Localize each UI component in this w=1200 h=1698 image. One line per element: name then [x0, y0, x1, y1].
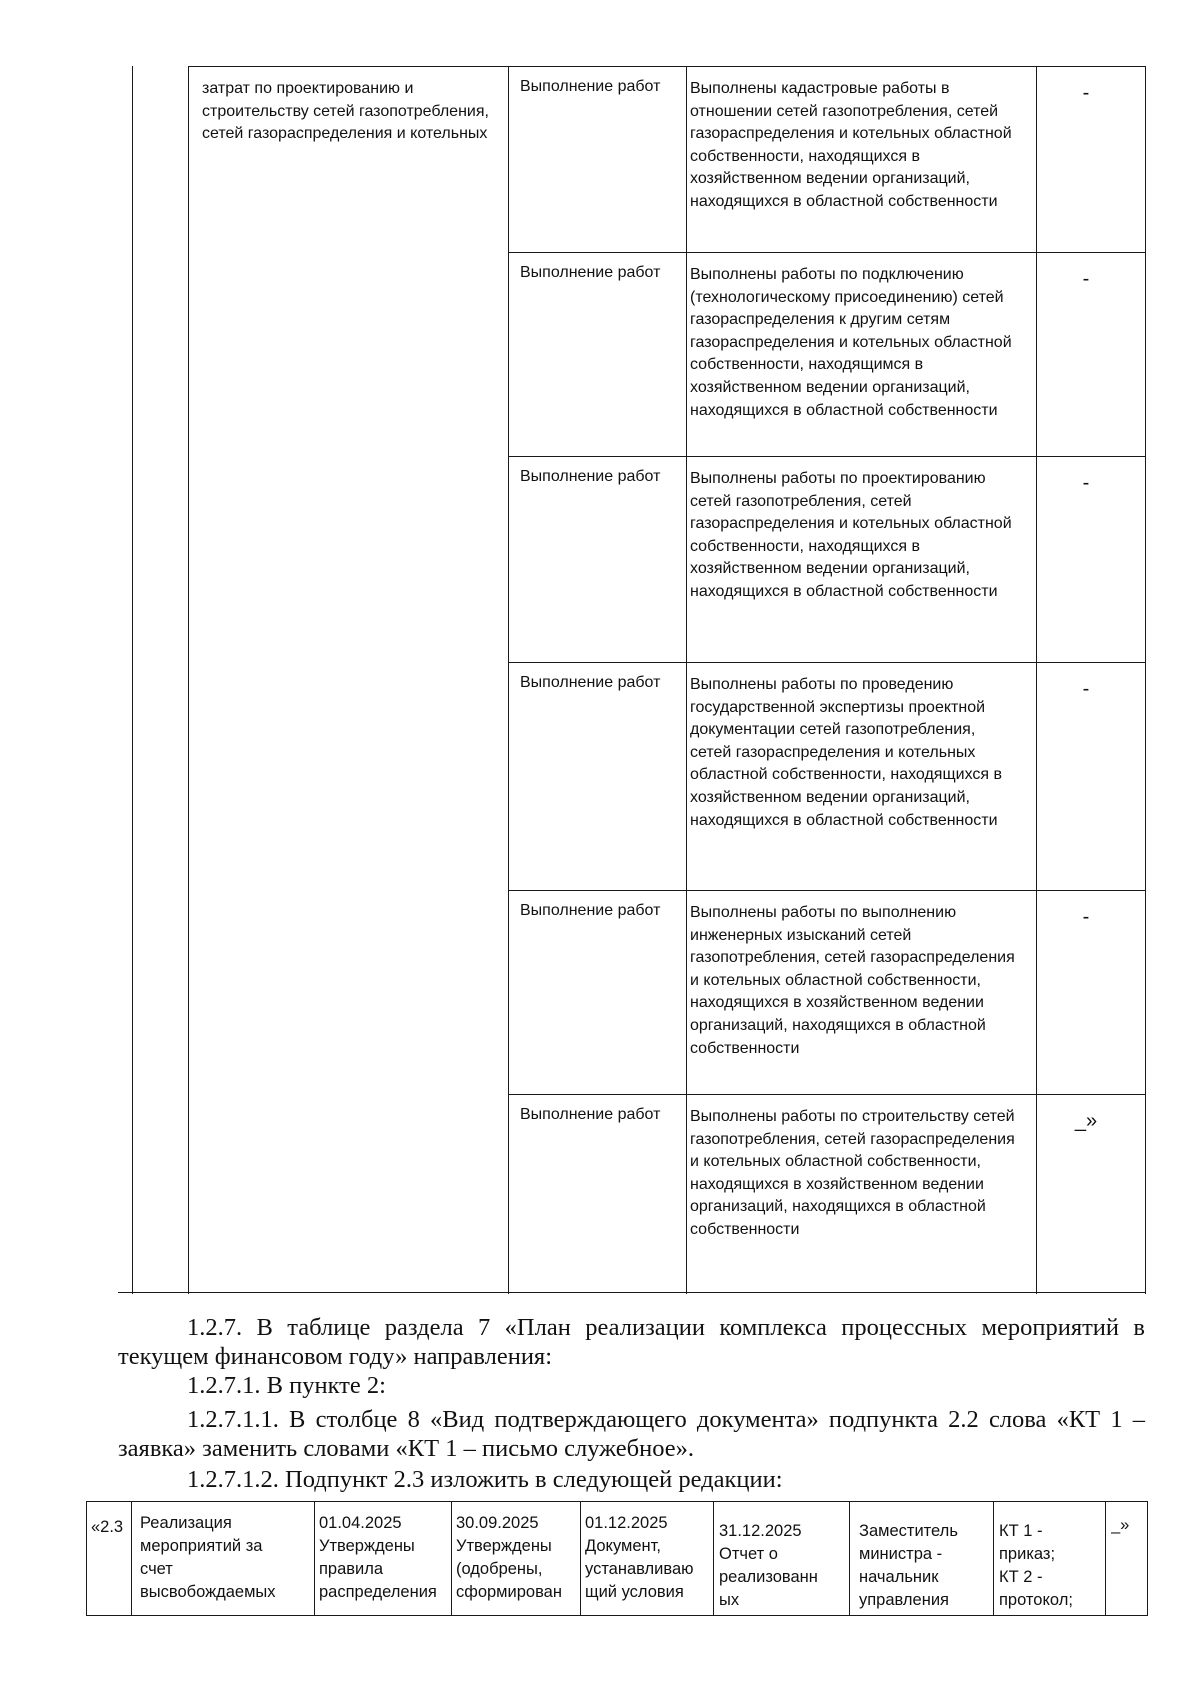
- column-divider: [131, 1502, 132, 1615]
- table-row: [508, 456, 1146, 662]
- closing-quote-mark: _»: [1111, 1516, 1130, 1534]
- dash-mark: -: [1082, 472, 1090, 494]
- table-row: [508, 66, 1146, 252]
- column-divider: [993, 1502, 994, 1615]
- table-border-left-2: [188, 66, 189, 1294]
- dash-mark: -: [1082, 678, 1090, 700]
- responsible-cell: Заместитель министра - начальник управления: [859, 1522, 958, 1609]
- event-type: Выполнение работ: [520, 1106, 661, 1123]
- column-divider: [451, 1502, 452, 1615]
- first-column-text: затрат по проектированию и строительству сетей газопотребления, сетей газораспределения и котельных: [202, 80, 489, 143]
- upper-table: [118, 66, 1146, 1294]
- column-divider: [849, 1502, 850, 1615]
- column-divider: [580, 1502, 581, 1615]
- table-border-left: [132, 66, 133, 1294]
- column-divider: [1105, 1502, 1106, 1615]
- paragraph-1-2-7-1: 1.2.7.1. В пункте 2:: [187, 1372, 386, 1399]
- date-cell-2: 30.09.2025 Утверждены (одобрены, сформирован: [456, 1514, 562, 1601]
- column-divider: [713, 1502, 714, 1615]
- table-row: [508, 252, 1146, 456]
- event-type: Выполнение работ: [520, 78, 661, 95]
- event-name-cell: Реализация мероприятий за счет высвобождаемых: [140, 1514, 276, 1601]
- subitem-2-3-table: [86, 1501, 1148, 1616]
- date-cell-3: 01.12.2025 Документ, устанавливаю щий условия: [585, 1514, 694, 1601]
- event-type: Выполнение работ: [520, 264, 661, 281]
- result-text: Выполнены работы по проектированию сетей газопотребления, сетей газораспределения и котельных областной собственности, находящихся в хозяйственном ведении организаций, находящихся в областной собственности: [690, 470, 1012, 600]
- event-type: Выполнение работ: [520, 902, 661, 919]
- result-text: Выполнены работы по строительству сетей газопотребления, сетей газораспределения и котельных областной собственности, находящихся в хозяйственном ведении организаций, находящихся в областной собственности: [690, 1108, 1015, 1238]
- dash-mark: -: [1082, 82, 1090, 104]
- table-row: [508, 1094, 1146, 1292]
- dash-mark: -: [1082, 268, 1090, 290]
- start-date-cell: 01.04.2025 Утверждены правила распределения: [319, 1514, 437, 1601]
- paragraph-1-2-7-1-1: 1.2.7.1.1. В столбце 8 «Вид подтверждающего документа» подпункта 2.2 слова «КТ 1 – заявка» заменить словами «КТ 1 – письмо служебное».: [118, 1406, 1145, 1462]
- table-row: [508, 890, 1146, 1094]
- result-text: Выполнены работы по проведению государственной экспертизы проектной документации сетей газопотребления, сетей газораспределения и котельных областной собственности, находящихся в хозяйственном ведении организаций, находящихся в областной собственности: [690, 676, 1002, 829]
- table-row: [508, 662, 1146, 890]
- subitem-number: «2.3: [91, 1518, 124, 1536]
- paragraph-1-2-7: 1.2.7. В таблице раздела 7 «План реализации комплекса процессных мероприятий в текущем финансовом году» направления:: [118, 1314, 1145, 1370]
- closing-quote-mark: _»: [1074, 1110, 1098, 1132]
- table-border-bottom: [118, 1292, 1146, 1293]
- event-type: Выполнение работ: [520, 468, 661, 485]
- result-text: Выполнены кадастровые работы в отношении сетей газопотребления, сетей газораспределения и котельных областной собственности, находящихся в хозяйственном ведении организаций, находящихся в областной собственности: [690, 80, 1012, 210]
- column-divider: [314, 1502, 315, 1615]
- event-type: Выполнение работ: [520, 674, 661, 691]
- dash-mark: -: [1082, 906, 1090, 928]
- date-cell-4: 31.12.2025 Отчет о реализованн ых: [719, 1522, 818, 1609]
- paragraph-1-2-7-1-2: 1.2.7.1.2. Подпункт 2.3 изложить в следующей редакции:: [187, 1466, 783, 1493]
- document-type-cell: КТ 1 - приказ; КТ 2 - протокол;: [999, 1522, 1073, 1609]
- result-text: Выполнены работы по выполнению инженерных изысканий сетей газопотребления, сетей газораспределения и котельных областной собственности, находящихся в хозяйственном ведении организаций, находящихся в областной собственности: [690, 904, 1015, 1057]
- result-text: Выполнены работы по подключению (технологическому присоединению) сетей газораспределения к другим сетям газораспределения и котельных областной собственности, находящимся в хозяйственном ведении организаций, находящихся в областной собственности: [690, 266, 1012, 419]
